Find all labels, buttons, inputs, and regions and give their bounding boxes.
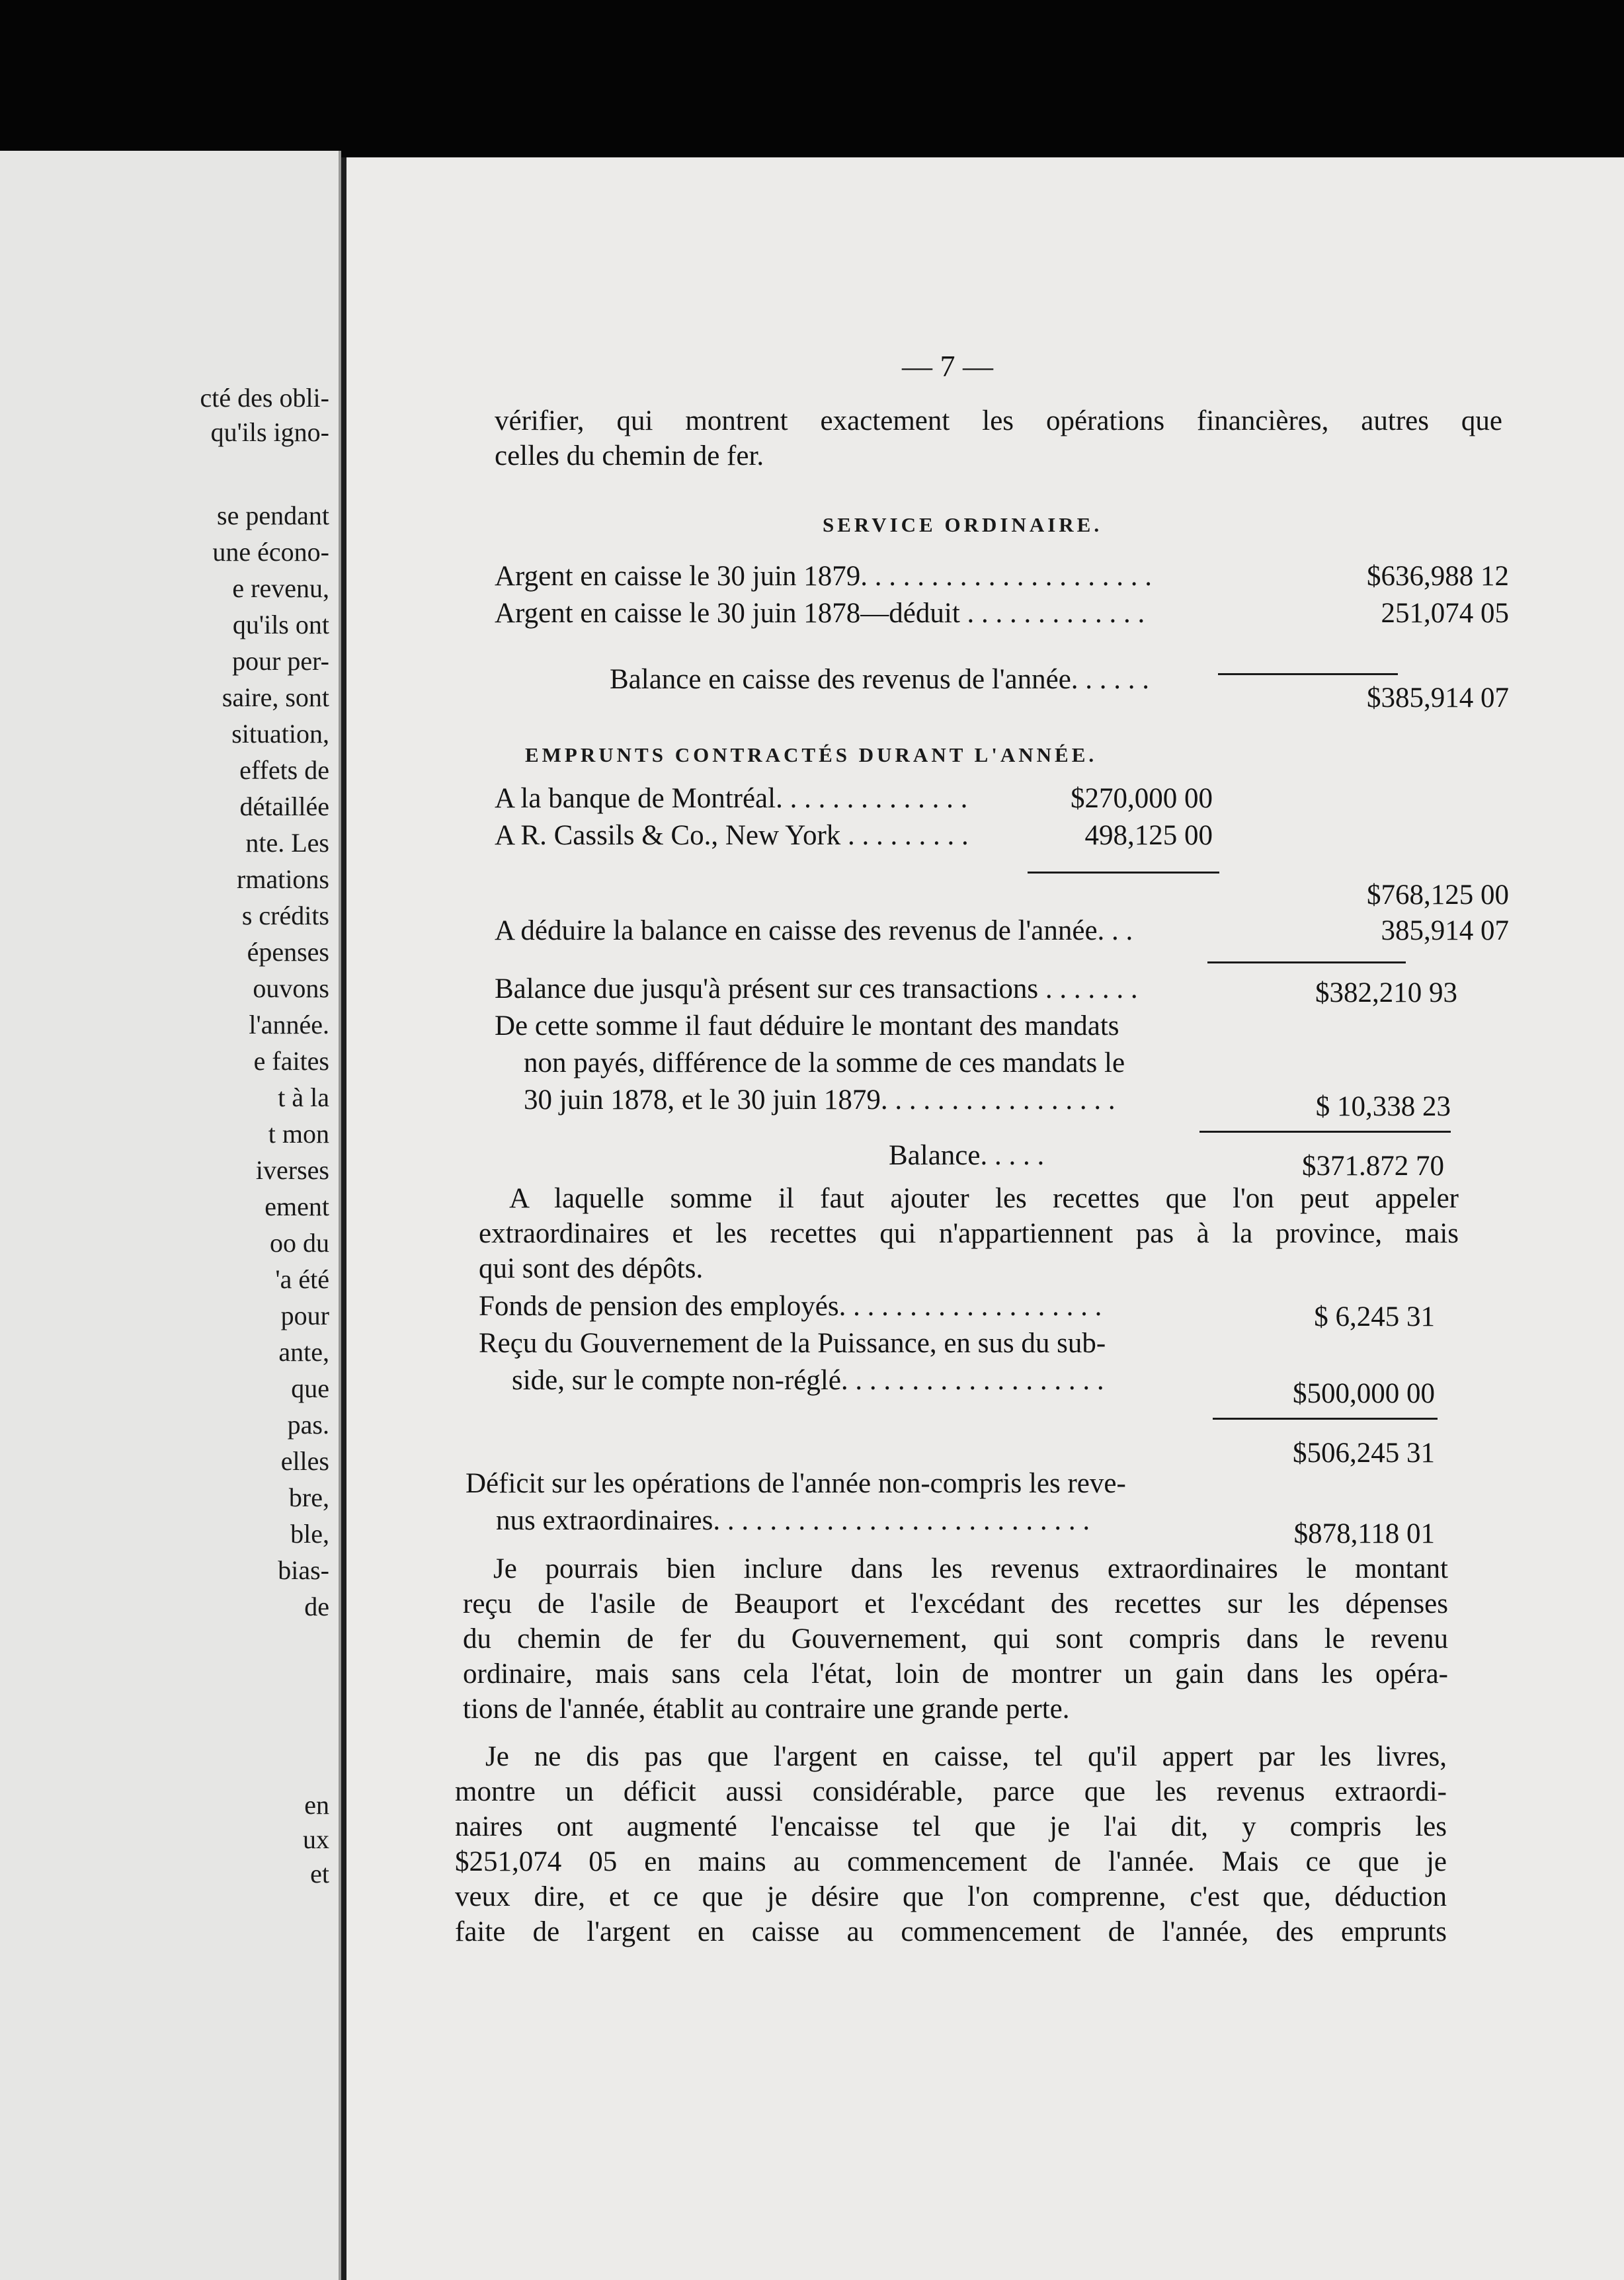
- paragraph: [479, 1181, 1459, 1286]
- row-label: Fonds de pension des employés. . . . . . . . . . . . . . . . . . .: [479, 1291, 1102, 1322]
- row-label: Balance. . . . .: [889, 1140, 1045, 1171]
- row-label: nus extraordinaires. . . . . . . . . . . . . . . . . . . . . . . . . . .: [496, 1505, 1090, 1536]
- text-line: Je ne dis pas que l'argent en caisse, tel qu'il appert par les livres,: [485, 1741, 1447, 1772]
- row-amount: 498,125 00: [1084, 820, 1213, 851]
- left-page-line: ble,: [290, 1519, 329, 1549]
- left-page-line: une écono-: [212, 537, 329, 567]
- text-line: De cette somme il faut déduire le montant des mandats: [495, 1010, 1119, 1041]
- row-amount: $270,000 00: [1071, 783, 1213, 814]
- left-page-line: nte. Les: [245, 828, 329, 858]
- left-page-line: ement: [264, 1192, 329, 1221]
- left-page-line: pour per-: [232, 646, 329, 676]
- left-page-line: ux: [303, 1824, 329, 1854]
- left-page-line: épenses: [247, 937, 329, 967]
- row-amount: 251,074 05: [1381, 598, 1509, 629]
- row-amount: $385,914 07: [1367, 682, 1509, 713]
- text-line: vérifier, qui montrent exactement les opérations financières, autres que: [495, 405, 1502, 436]
- text-line: Je pourrais bien inclure dans les revenus extraordinaires le montant: [493, 1553, 1448, 1584]
- text-line: faite de l'argent en caisse au commencement de l'année, des emprunts: [455, 1916, 1447, 1947]
- left-page-line: que: [291, 1373, 329, 1403]
- section-heading: EMPRUNTS CONTRACTÉS DURANT L'ANNÉE.: [525, 743, 1098, 766]
- left-page-line: se pendant: [217, 501, 329, 530]
- left-page-line: rmations: [237, 864, 329, 894]
- text-line: non payés, différence de la somme de ces mandats le: [524, 1047, 1125, 1079]
- text-line: naires ont augmenté l'encaisse tel que je l'ai dit, y compris les: [455, 1811, 1447, 1842]
- text-line: ordinaire, mais sans cela l'état, loin de montrer un gain dans les opéra-: [463, 1658, 1448, 1690]
- left-page-line: t mon: [268, 1119, 329, 1149]
- row-amount: $500,000 00: [1293, 1378, 1435, 1409]
- left-page-line: qu'ils igno-: [210, 417, 329, 447]
- intro-paragraph: [495, 403, 1502, 473]
- section-heading: SERVICE ORDINAIRE.: [823, 513, 1103, 536]
- row-label: A la banque de Montréal. . . . . . . . . . . . . .: [495, 783, 968, 814]
- left-page-line: effets de: [239, 755, 329, 785]
- row-label: side, sur le compte non-réglé. . . . . . . . . . . . . . . . . . .: [512, 1365, 1104, 1396]
- left-page-line: saire, sont: [222, 682, 329, 712]
- sum-rule: [1218, 673, 1398, 675]
- text-line: tions de l'année, établit au contraire une grande perte.: [463, 1693, 1070, 1725]
- row-label: A R. Cassils & Co., New York . . . . . . . . .: [495, 820, 969, 851]
- left-page-line: t à la: [278, 1082, 329, 1112]
- sum-rule: [1199, 1131, 1451, 1133]
- row-label: A déduire la balance en caisse des revenus de l'année. . .: [495, 915, 1133, 946]
- paragraph: [463, 1551, 1448, 1727]
- left-page-line: l'année.: [249, 1010, 329, 1039]
- left-page-line: de: [304, 1592, 329, 1621]
- left-page-line: bre,: [288, 1483, 329, 1512]
- left-page-line: elles: [280, 1446, 329, 1476]
- sum-rule: [1207, 961, 1406, 963]
- text-line: $251,074 05 en mains au commencement de l'année. Mais ce que je: [455, 1846, 1447, 1877]
- text-line: Déficit sur les opérations de l'année non-compris les reve-: [466, 1468, 1126, 1499]
- left-page-line: iverses: [255, 1155, 329, 1185]
- row-label: 30 juin 1878, et le 30 juin 1879. . . . . . . . . . . . . . . . .: [524, 1084, 1116, 1116]
- row-label: Balance en caisse des revenus de l'année. . . . . .: [610, 664, 1150, 695]
- text-line: reçu de l'asile de Beauport et l'excédant des recettes sur les dépenses: [463, 1588, 1448, 1619]
- text-line: qui sont des dépôts.: [479, 1253, 704, 1284]
- row-amount: $ 6,245 31: [1314, 1301, 1435, 1332]
- left-page-line: oo du: [270, 1228, 329, 1258]
- row-amount: $382,210 93: [1315, 977, 1457, 1008]
- row-amount: $371.872 70: [1302, 1151, 1444, 1182]
- paragraph: [455, 1739, 1447, 1949]
- left-page-line: pour: [280, 1301, 329, 1330]
- row-amount: $878,118 01: [1293, 1518, 1435, 1549]
- row-label: Argent en caisse le 30 juin 1878—déduit . . . . . . . . . . . . .: [495, 598, 1145, 629]
- document-page: [341, 157, 1624, 2280]
- row-amount: 385,914 07: [1381, 915, 1509, 946]
- text-line: veux dire, et ce que je désire que l'on comprenne, c'est que, déduction: [455, 1881, 1447, 1912]
- left-page-line: e faites: [253, 1046, 329, 1076]
- text-line: du chemin de fer du Gouvernement, qui sont compris dans le revenu: [463, 1623, 1448, 1654]
- text-line: extraordinaires et les recettes qui n'appartiennent pas à la province, mais: [479, 1218, 1459, 1249]
- left-page-line: qu'ils ont: [232, 610, 329, 639]
- row-amount: $768,125 00: [1367, 879, 1509, 911]
- text-line: montre un déficit aussi considérable, parce que les revenus extraordi-: [455, 1776, 1447, 1807]
- left-page-line: ante,: [278, 1337, 329, 1367]
- left-page-line: détaillée: [239, 792, 329, 821]
- row-amount: $ 10,338 23: [1315, 1091, 1451, 1122]
- row-label: Balance due jusqu'à présent sur ces transactions . . . . . . .: [495, 973, 1138, 1004]
- left-page-line: bias-: [278, 1555, 329, 1585]
- sum-rule: [1028, 872, 1219, 874]
- row-amount: $506,245 31: [1293, 1438, 1435, 1469]
- row-label: Argent en caisse le 30 juin 1879. . . . . . . . . . . . . . . . . . . . .: [495, 561, 1153, 592]
- left-page-line: pas.: [287, 1410, 329, 1440]
- previous-page-fragment: [0, 151, 341, 2280]
- row-amount: $636,988 12: [1367, 561, 1509, 592]
- left-page-line: ouvons: [253, 973, 329, 1003]
- left-page-line: 'a été: [275, 1264, 329, 1294]
- left-page-line: cté des obli-: [200, 383, 329, 413]
- page-number: — 7 —: [902, 349, 993, 383]
- sum-rule: [1213, 1418, 1438, 1420]
- left-page-line: et: [310, 1859, 329, 1889]
- left-page-line: e revenu,: [232, 573, 329, 603]
- text-line: A laquelle somme il faut ajouter les recettes que l'on peut appeler: [509, 1183, 1459, 1214]
- left-page-line: situation,: [231, 719, 329, 749]
- text-line: Reçu du Gouvernement de la Puissance, en sus du sub-: [479, 1328, 1106, 1359]
- left-page-line: en: [304, 1790, 329, 1820]
- left-page-line: s crédits: [241, 901, 329, 930]
- text-line: celles du chemin de fer.: [495, 440, 764, 471]
